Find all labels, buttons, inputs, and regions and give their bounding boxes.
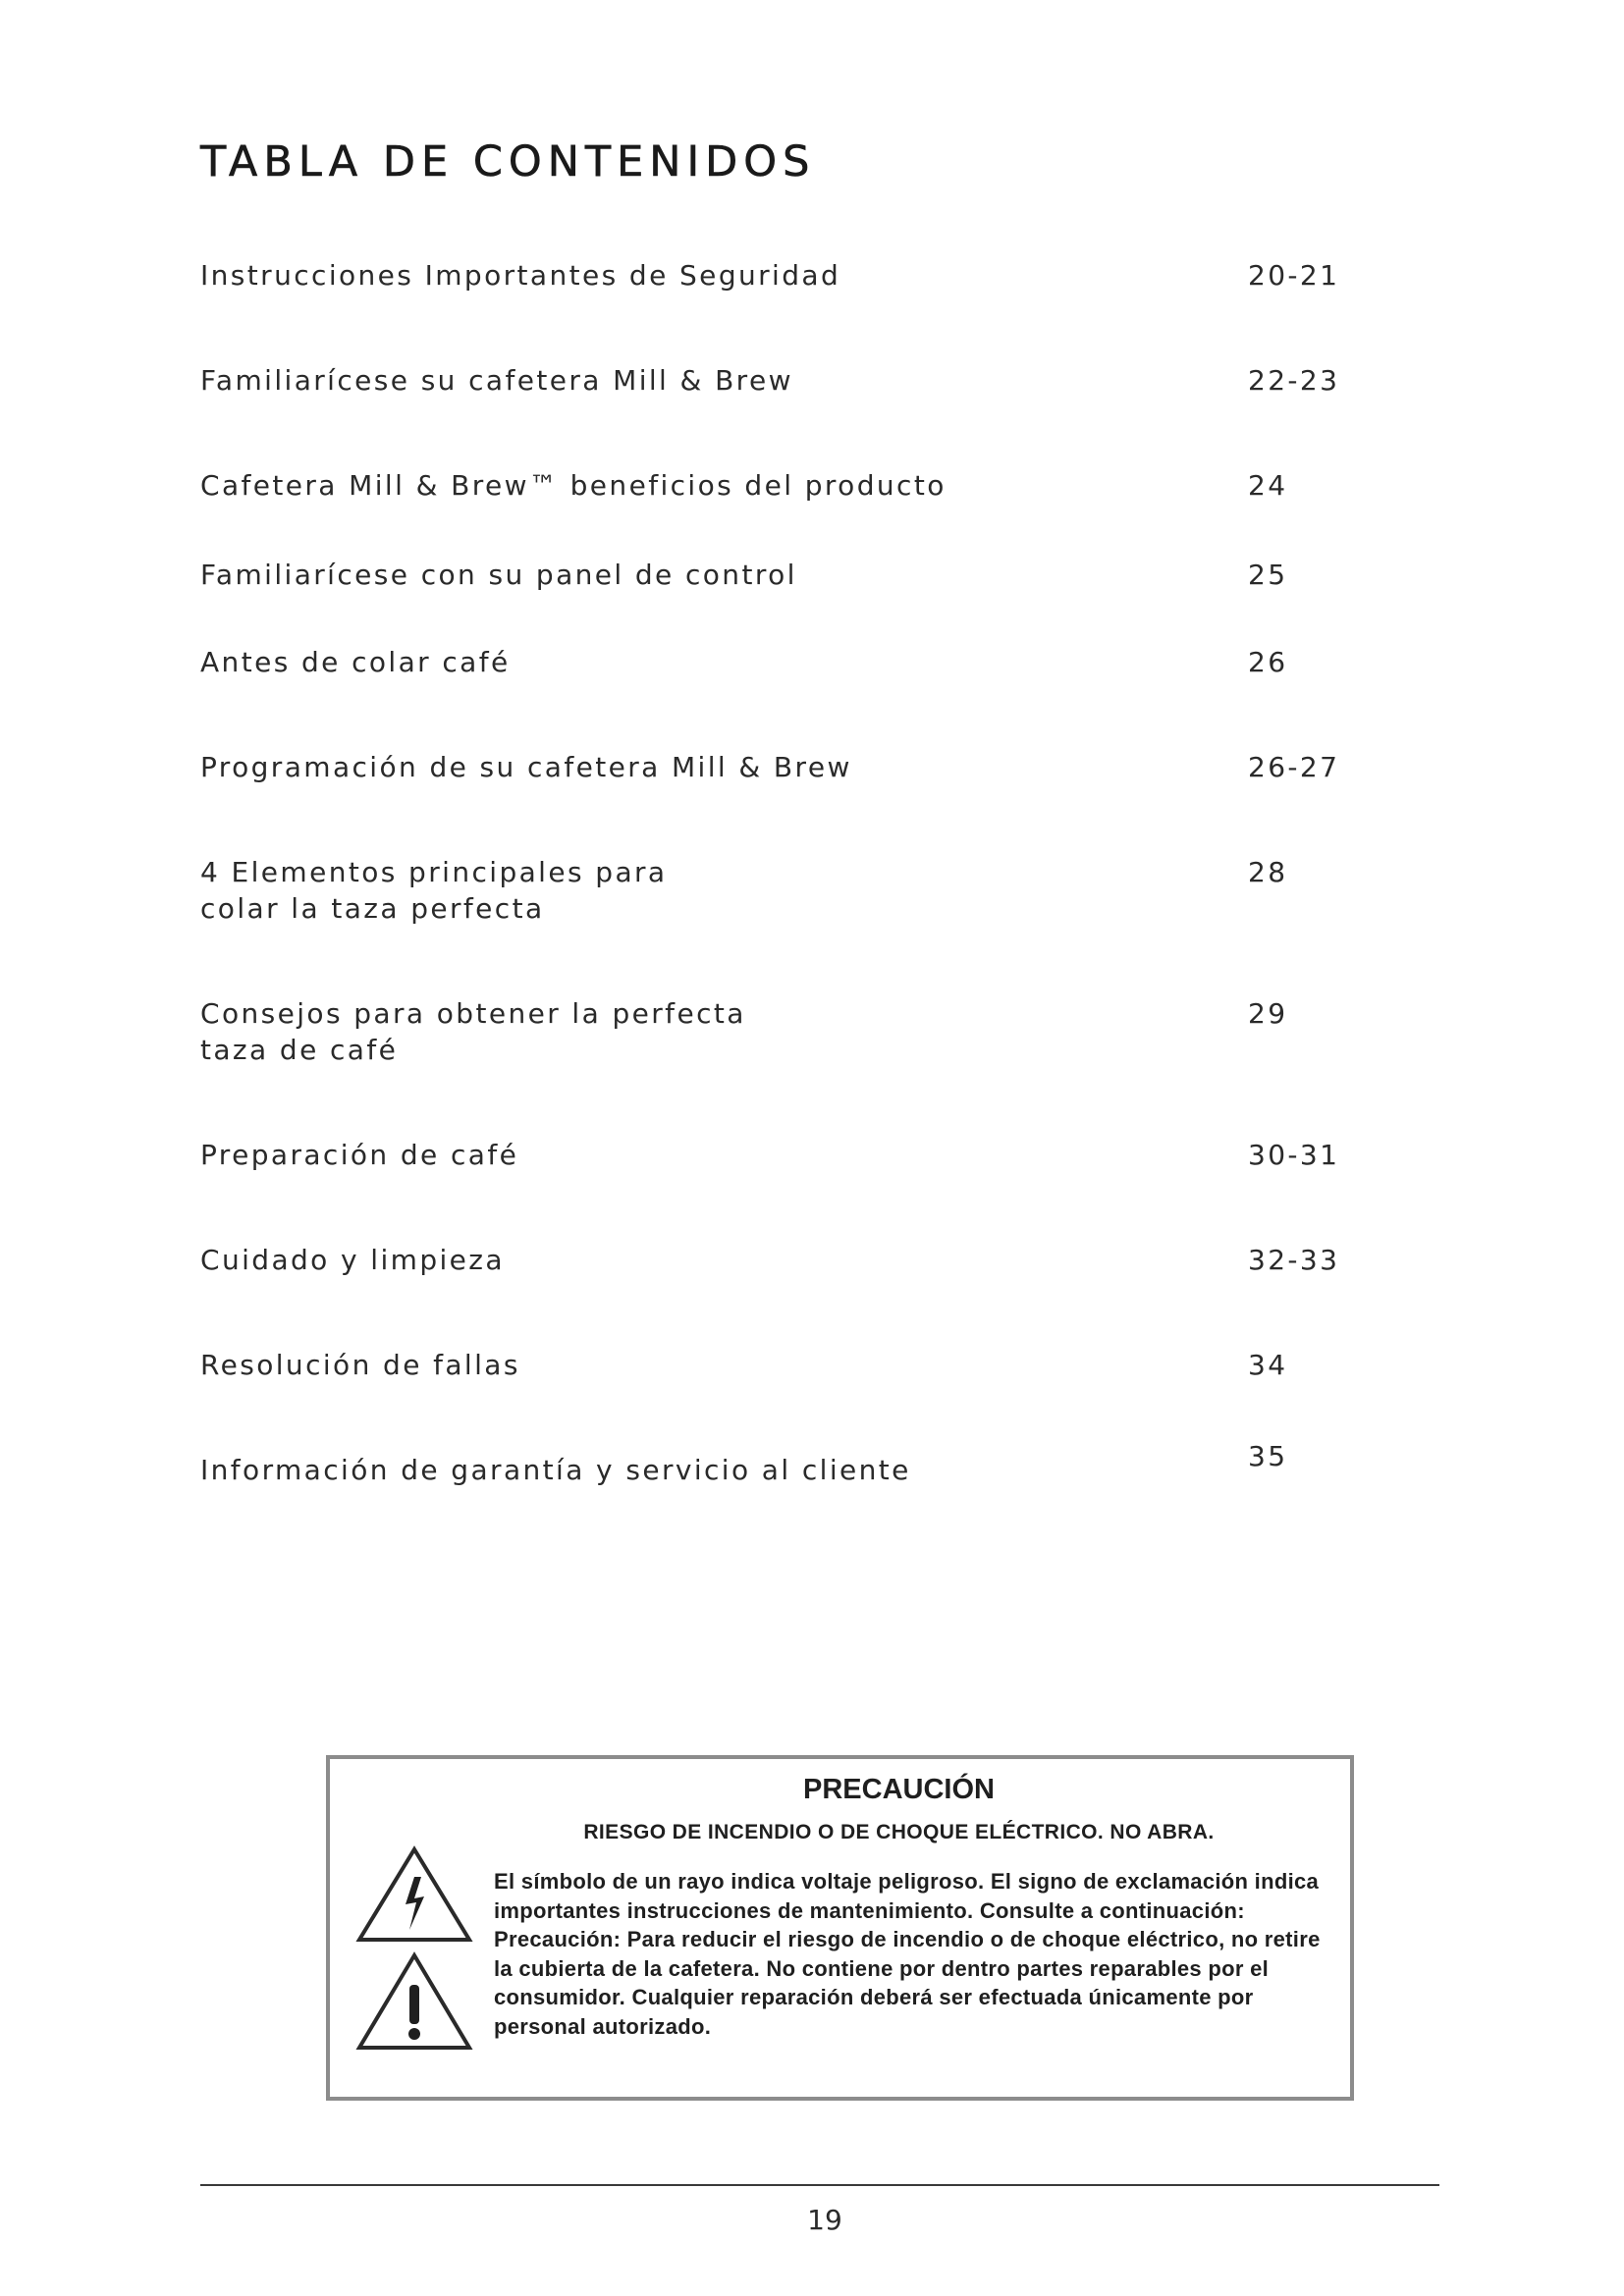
toc-entry bbox=[200, 1242, 1379, 1320]
toc-entry-label: Preparación de café bbox=[200, 1139, 519, 1171]
toc-entry bbox=[200, 557, 1379, 635]
toc-entry bbox=[200, 467, 1379, 546]
caution-subtitle: RIESGO DE INCENDIO O DE CHOQUE ELÉCTRICO. NO ABRA. bbox=[583, 1821, 1215, 1843]
toc-entry bbox=[200, 1347, 1379, 1425]
exclamation-warning-icon bbox=[355, 1951, 473, 2054]
toc-entry bbox=[200, 362, 1379, 441]
toc-entry bbox=[200, 995, 1379, 1074]
caution-box bbox=[326, 1755, 1354, 2101]
toc-entry-label: 4 Elementos principales para colar la taza perfecta bbox=[200, 856, 668, 925]
toc-entry-page: 28 bbox=[1248, 856, 1288, 888]
toc-entry-label: Información de garantía y servicio al cliente bbox=[200, 1454, 911, 1486]
page-number: 19 bbox=[807, 2204, 842, 2236]
toc-entry-label: Cafetera Mill & Brew™ beneficios del producto bbox=[200, 469, 947, 502]
toc-entry-page: 32-33 bbox=[1248, 1244, 1340, 1276]
caution-title: PRECAUCIÓN bbox=[803, 1774, 995, 1805]
toc-entry-label: Antes de colar café bbox=[200, 646, 511, 678]
toc-entry-label: Resolución de fallas bbox=[200, 1349, 520, 1381]
toc-entry-label: Instrucciones Importantes de Seguridad bbox=[200, 259, 841, 292]
toc-entry-page: 30-31 bbox=[1248, 1139, 1340, 1171]
toc-entry-page: 34 bbox=[1248, 1349, 1288, 1381]
toc-entry-page: 20-21 bbox=[1248, 259, 1340, 292]
toc-entry-page: 26-27 bbox=[1248, 751, 1340, 783]
caution-paragraph: Precaución: Para reducir el riesgo de incendio o de choque eléctrico, no retire la cubierta de la cafetera. No contiene por dentro partes reparables por el consumidor. Cualquier reparación deberá ser efectuada únicamente por personal autorizado. bbox=[494, 1927, 1321, 2039]
page-title: TABLA DE CONTENIDOS bbox=[200, 137, 816, 187]
caution-paragraph: El símbolo de un rayo indica voltaje peligroso. El signo de exclamación indica importantes instrucciones de mantenimiento. Consulte a continuación: bbox=[494, 1869, 1320, 1923]
toc-entry-page: 22-23 bbox=[1248, 364, 1340, 397]
toc-entry bbox=[200, 1137, 1379, 1215]
toc-entry bbox=[200, 749, 1379, 828]
toc-entry bbox=[200, 257, 1379, 336]
toc-entry-label: Cuidado y limpieza bbox=[200, 1244, 505, 1276]
toc-entry-page: 35 bbox=[1248, 1440, 1288, 1472]
toc-entry-page: 26 bbox=[1248, 646, 1288, 678]
toc-entry bbox=[200, 854, 1379, 933]
toc-entry-label: Programación de su cafetera Mill & Brew bbox=[200, 751, 852, 783]
caution-body bbox=[494, 1867, 1338, 2041]
footer-divider bbox=[200, 2184, 1439, 2186]
lightning-warning-icon bbox=[355, 1845, 473, 1944]
toc-entry-label: Consejos para obtener la perfecta taza de café bbox=[200, 997, 746, 1066]
toc-entry-page: 24 bbox=[1248, 469, 1288, 502]
toc-entry-label: Familiarícese con su panel de control bbox=[200, 559, 797, 591]
toc-entry-page: 29 bbox=[1248, 997, 1288, 1030]
toc-entry bbox=[200, 644, 1379, 722]
toc-entry bbox=[200, 1440, 1379, 1530]
toc-entry-label: Familiarícese su cafetera Mill & Brew bbox=[200, 364, 793, 397]
toc-entry-page: 25 bbox=[1248, 559, 1288, 591]
